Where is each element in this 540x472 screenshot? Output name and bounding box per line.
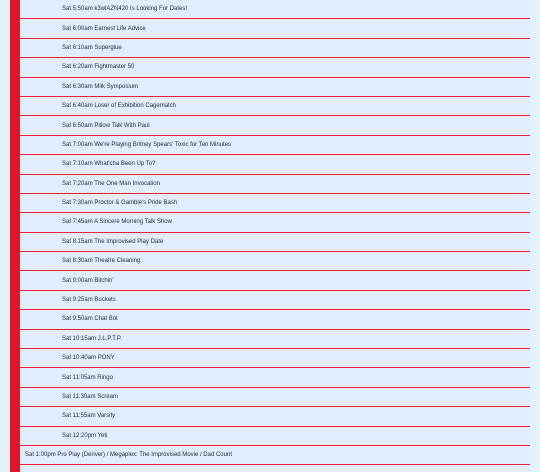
- list-item[interactable]: [20, 136, 530, 155]
- list-item[interactable]: [20, 58, 530, 77]
- list-item-label: Sat 6:50am Pillow Talk With Paul: [62, 122, 150, 129]
- list-item-label: Sat 7:20am The One Man Invocation: [62, 180, 160, 187]
- list-item[interactable]: [20, 427, 530, 446]
- list-item-label: Sat 7:30am Proctor & Gamble's Pride Bash: [62, 200, 178, 207]
- list-item-label: Sat 6:40am Loser of Exhibition Cagematch: [62, 103, 177, 110]
- list-item[interactable]: [20, 291, 530, 310]
- list-item[interactable]: [20, 407, 530, 426]
- list-item[interactable]: [20, 97, 530, 116]
- list-item-label: Sat 9:00am Bitchin': [62, 277, 114, 284]
- accent-sidebar-bar: [10, 0, 20, 472]
- list-item-label: Sat 6:00am Earnest Life Advice: [62, 25, 146, 32]
- list-item-label: Sat 10:40am PONY: [62, 355, 115, 362]
- list-item-label: Sat 11:05am Ringo: [62, 374, 113, 381]
- list-item[interactable]: [20, 233, 530, 252]
- list-item-label: Sat 6:30am Milk Symposium: [62, 83, 139, 90]
- list-item[interactable]: [20, 252, 530, 271]
- list-item[interactable]: [20, 194, 530, 213]
- list-item-label: Sat 12:20pm Yeti: [62, 432, 108, 439]
- schedule-list: [20, 0, 530, 465]
- list-item[interactable]: [20, 0, 530, 19]
- list-item[interactable]: [20, 349, 530, 368]
- list-item-label: Sat 1:00pm Pro Play (Denver) / Megaplex: The Improvised Movie / Dad Count: [25, 452, 232, 459]
- list-item[interactable]: [20, 116, 530, 135]
- list-item-label: Sat 8:30am Theatre Cleaning: [62, 258, 141, 265]
- list-item-label: Sat 11:55am Varsity: [62, 413, 116, 420]
- list-item-label: Sat 9:25am Buckets: [62, 297, 116, 304]
- list-item-label: Sat 5:50am k3wlAZN420 Is Looking For Dates!: [62, 6, 188, 13]
- list-item-label: Sat 7:10am What'cha Been Up To?: [62, 161, 156, 168]
- list-item[interactable]: [20, 175, 530, 194]
- list-item-label: Sat 10:15am J.L.P.T.P.: [62, 335, 122, 342]
- list-item-label: Sat 9:50am Chat Bot: [62, 316, 118, 323]
- list-item[interactable]: [20, 155, 530, 174]
- list-item[interactable]: [20, 39, 530, 58]
- list-item-label: Sat 11:30am Scream: [62, 394, 118, 400]
- list-item-label: Sat 7:00am We're Playing Britney Spears' Toxic for Ten Minutes: [62, 141, 232, 148]
- list-item[interactable]: [20, 271, 530, 290]
- list-item[interactable]: [20, 19, 530, 38]
- list-item-label: Sat 8:15am The Improvised Play Date: [62, 238, 164, 245]
- list-item[interactable]: [20, 330, 530, 349]
- list-item[interactable]: [20, 310, 530, 329]
- list-item[interactable]: [20, 446, 530, 465]
- list-item[interactable]: [20, 368, 530, 387]
- list-item[interactable]: [20, 213, 530, 232]
- list-item-label: Sat 7:45am A Sincere Morning Talk Show: [62, 219, 172, 226]
- list-item[interactable]: [20, 78, 530, 97]
- list-item-label: Sat 6:10am Superglue: [62, 44, 122, 51]
- schedule-panel: [20, 0, 530, 472]
- list-item[interactable]: [20, 388, 530, 407]
- list-item-label: Sat 6:20am Fightmaster 50: [62, 64, 135, 71]
